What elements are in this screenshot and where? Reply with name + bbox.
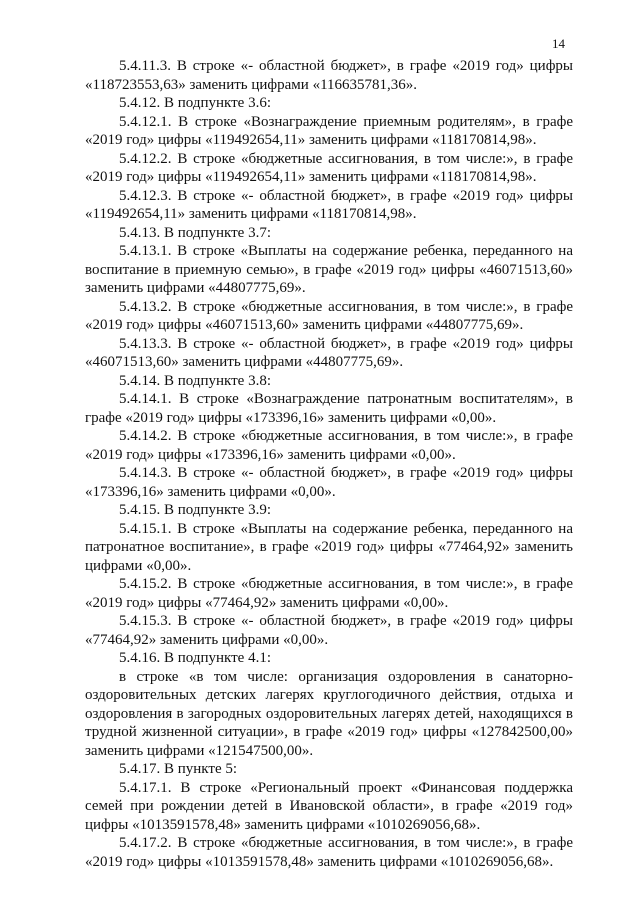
paragraph-5-4-12: 5.4.12. В подпункте 3.6:	[119, 95, 272, 111]
paragraph-5-4-14-1: 5.4.14.1. В строке «Вознаграждение патронатным воспитателям», в графе «2019 год» цифры «173396,16» заменить цифрами «0,00».	[85, 391, 573, 426]
paragraph-5-4-14: 5.4.14. В подпункте 3.8:	[119, 372, 272, 389]
paragraph-5-4-17: 5.4.17. В пункте 5:	[119, 761, 238, 777]
paragraph-5-4-14-2: 5.4.14.2. В строке «бюджетные ассигнования, в том числе:», в графе «2019 год» цифры «173396,16» заменить цифрами «0,00».	[85, 428, 573, 463]
paragraph-5-4-15-2: 5.4.15.2. В строке «бюджетные ассигнования, в том числе:», в графе «2019 год» цифры «77464,92» заменить цифрами «0,00».	[85, 576, 573, 611]
paragraph-5-4-15-3: 5.4.15.3. В строке «- областной бюджет», в графе «2019 год» цифры «77464,92» заменить цифрами «0,00».	[85, 613, 573, 648]
paragraph-5-4-13: 5.4.13. В подпункте 3.7:	[119, 224, 272, 241]
paragraph-5-4-13-2: 5.4.13.2. В строке «бюджетные ассигнования, в том числе:», в графе «2019 год» цифры «46071513,60» заменить цифрами «44807775,69».	[85, 298, 573, 333]
paragraph-5-4-11-3: 5.4.11.3. В строке «- областной бюджет», в графе «2019 год» цифры «118723553,63» заменить цифрами «116635781,36».	[85, 58, 573, 93]
paragraph-5-4-16: 5.4.16. В подпункте 4.1:	[119, 650, 272, 666]
paragraph-5-4-15-1: 5.4.15.1. В строке «Выплаты на содержание ребенка, переданного на патронатное воспитание», в графе «2019 год» цифры «77464,92» заменить цифрами «0,00».	[85, 520, 573, 574]
paragraph-5-4-12-3: 5.4.12.3. В строке «- областной бюджет», в графе «2019 год» цифры «119492654,11» заменить цифрами «118170814,98».	[85, 187, 573, 222]
paragraph-5-4-12-2: 5.4.12.2. В строке «бюджетные ассигнования, в том числе:», в графе «2019 год» цифры «119492654,11» заменить цифрами «118170814,98».	[85, 150, 573, 185]
paragraph-5-4-17-1: 5.4.17.1. В строке «Региональный проект «Финансовая поддержка семей при рождении детей в Ивановской области», в графе «2019 год» цифры «1013591578,48» заменить цифрами «1010269056,68».	[85, 779, 573, 833]
paragraph-5-4-15: 5.4.15. В подпункте 3.9:	[119, 502, 272, 518]
paragraph-5-4-13-3: 5.4.13.3. В строке «- областной бюджет», в графе «2019 год» цифры «46071513,60» заменить цифрами «44807775,69».	[85, 335, 573, 370]
document-body	[85, 57, 573, 871]
paragraph-5-4-14-3: 5.4.14.3. В строке «- областной бюджет», в графе «2019 год» цифры «173396,16» заменить цифрами «0,00».	[85, 465, 573, 500]
page-number: 14	[552, 36, 565, 51]
paragraph-5-4-12-1: 5.4.12.1. В строке «Вознаграждение приемным родителям», в графе «2019 год» цифры «119492654,11» заменить цифрами «118170814,98».	[85, 113, 573, 148]
paragraph-5-4-17-2: 5.4.17.2. В строке «бюджетные ассигнования, в том числе:», в графе «2019 год» цифры «1013591578,48» заменить цифрами «1010269056,68».	[85, 835, 573, 870]
paragraph-5-4-16-text: в строке «в том числе: организация оздоровления в санаторно-оздоровительных детских лагерях круглогодичного действия, отдыха и оздоровления в загородных оздоровительных лагерях детей, находящихся в трудной жизненной ситуации», в графе «2019 год» цифры «127842500,00» заменить цифрами «121547500,00».	[85, 668, 573, 759]
paragraph-5-4-13-1: 5.4.13.1. В строке «Выплаты на содержание ребенка, переданного на воспитание в приемную семью», в графе «2019 год» цифры «46071513,60» заменить цифрами «44807775,69».	[85, 243, 573, 296]
